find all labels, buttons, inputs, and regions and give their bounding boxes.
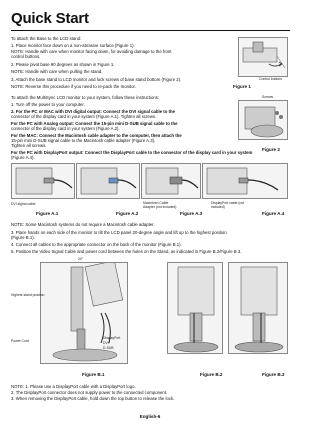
- figure-1-caption: Figure 1: [233, 84, 251, 89]
- page-footer: English-6: [139, 414, 161, 419]
- connect-step-mac-c: Tighten all screws.: [11, 143, 47, 148]
- connect-step-analog: For the PC with Analog output: Connect the 15-pin mini D-SUB signal cable to the: [11, 121, 178, 126]
- figure-b3-image: [228, 262, 288, 354]
- figure-1-image: [238, 37, 288, 77]
- figure-a2-caption: Figure A.2: [116, 211, 139, 216]
- figure-a2-drawing: [77, 164, 140, 199]
- figure-a3-drawing: [142, 164, 201, 199]
- base-note-1b: control buttons.: [11, 54, 41, 59]
- note-bottom-1: NOTE: 1. Please use a DisplayPort cable with a DisplayPort logo.: [11, 384, 136, 389]
- figure-1-drawing: [239, 38, 288, 77]
- dvi-cable-label: DVI signal cable: [11, 202, 36, 206]
- connect-step-2: 2. For the PC or MAC with DVI digital output: Connect the DVI signal cable to the: [11, 109, 176, 114]
- later-step-4: 4. Connect all cables to the appropriate connector on the back of the monitor (Figure B.1).: [11, 242, 182, 247]
- figure-2-image: [238, 100, 288, 140]
- figure-b2-image: [167, 262, 223, 354]
- connect-step-dp-b: (Figure A.4).: [11, 155, 35, 160]
- port-dsub-label: D-SUB: [103, 346, 114, 350]
- figure-2-caption: Figure 2: [262, 147, 280, 152]
- connect-step-mac: For the MAC: Connect the Macintosh cable adapter to the computer, then attach the: [11, 133, 182, 138]
- figure-a1-image: [11, 163, 75, 199]
- page-title: Quick Start: [11, 10, 89, 27]
- connect-step-1: 1. Turn off the power to your computer.: [11, 102, 85, 107]
- figure-b1-caption: Figure B.1: [82, 372, 105, 377]
- tilt-angle-label: 20°: [78, 257, 84, 261]
- figure-b3-drawing: [229, 263, 288, 354]
- figure-b2-caption: Figure B.2: [200, 372, 223, 377]
- figure-b3-caption: Figure B.3: [262, 372, 285, 377]
- figure-a4-image: [202, 163, 288, 199]
- later-step-3b: (Figure B.1).: [11, 235, 35, 240]
- connect-step-mac-b: 15-pin mini D-SUB signal cable to the Macintosh cable adapter (Figure A.3).: [11, 138, 156, 143]
- intro-text: To attach the Base to the LCD stand:: [11, 36, 82, 41]
- later-step-3: 3. Place hands on each side of the monitor to tilt the LCD panel 20-degree angle and lift up to the highest position: [11, 230, 227, 235]
- figure-a3-caption: Figure A.3: [180, 211, 203, 216]
- note-repack: NOTE: Reverse this procedure if you need to re-pack the monitor.: [11, 84, 136, 89]
- power-cord-label: Power Cord: [11, 339, 29, 343]
- note-mac: NOTE: Some Macintosh systems do not require a Macintosh cable adapter.: [11, 222, 155, 227]
- base-step-2: 2. Please pivot base 90 degrees as shown in Figure 1.: [11, 62, 115, 67]
- connect-step-analog-b: connector of the display card in your system (Figure A.2).: [11, 126, 120, 131]
- figure-a1-caption: Figure A.1: [36, 211, 59, 216]
- figure-a3-image: [141, 163, 201, 199]
- figure-b2-drawing: [168, 263, 223, 354]
- port-dvi-label: DVI: [103, 341, 109, 345]
- port-displayport-label: DisplayPort: [103, 336, 121, 340]
- dp-cable-label: DisplayPort cable (not included): [211, 201, 245, 209]
- figure-a4-drawing: [203, 164, 288, 199]
- base-step-3: 3. Attach the base stand to LCD monitor and lock screws of base stand bottom (Figure 2).: [11, 77, 182, 82]
- figure-1-label: Control buttons: [259, 77, 282, 81]
- mac-adapter-label: Macintosh Cable Adapter (not included): [143, 201, 177, 209]
- note-bottom-2: 2. The DisplayPort connector does not supply power to the connected component.: [11, 390, 168, 395]
- connect-step-2b: connector of the display card in your system (Figure A.1). Tighten all screws.: [11, 114, 157, 119]
- connect-step-dp: For the PC with DisplayPort output: Connect the DisplayPort cable to the connector of the display card in your system: [11, 150, 253, 155]
- note-bottom-3: 3. When removing the DisplayPort cable, hold down the top button to release the lock.: [11, 396, 175, 401]
- figure-a4-caption: Figure A.4: [262, 211, 285, 216]
- base-note-2: NOTE: Handle with care when pulling the stand.: [11, 69, 103, 74]
- figure-2-drawing: [239, 101, 288, 140]
- figure-b1-drawing: [41, 263, 128, 364]
- figure-a1-drawing: [12, 164, 75, 199]
- base-step-1: 1. Place monitor face down on a non-abrasive surface (Figure 1).: [11, 43, 135, 48]
- figure-b1-image: [40, 262, 128, 364]
- title-rule: [11, 30, 290, 31]
- base-note-1: NOTE: Handle with care when monitor facing down, for avoiding damage to the front: [11, 49, 172, 54]
- figure-2-label: Screws: [262, 95, 274, 99]
- later-step-5: 5. Position the Video Signal Cable and power cord between the holes on the Stand, as indicated in Figure B.2/Figure B.3.: [11, 249, 242, 254]
- intro2-text: To attach the MultiSync LCD monitor to your system, follow these instructions:: [11, 95, 160, 100]
- highest-position-label: Highest stand position: [11, 293, 45, 297]
- figure-a2-image: [76, 163, 140, 199]
